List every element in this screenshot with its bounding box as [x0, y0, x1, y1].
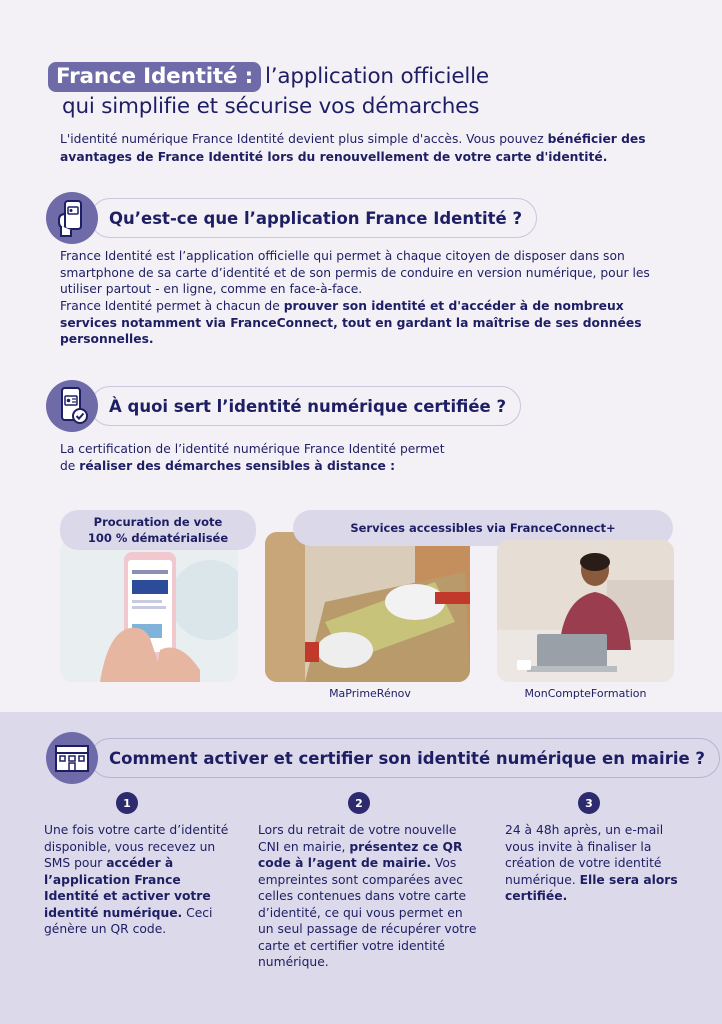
step-1-text-bold: accéder à l’application France Identité et activer votre identité numérique.	[44, 856, 211, 920]
vote-proxy-label	[60, 510, 256, 550]
title-badge: France Identité :	[48, 62, 261, 92]
moncompteformation-caption: MonCompteFormation	[524, 687, 647, 700]
step-2-text-part1: Lors du retrait de votre nouvelle CNI en mairie,	[258, 823, 457, 854]
step-1-text	[44, 822, 229, 938]
step-2-text	[258, 822, 480, 971]
title-line2: qui simplifie et sécurise vos démarches	[62, 94, 480, 119]
section-what-is-p2-bold: prouver son identité et d'accéder à de nombreux services notamment via FranceConnect, tout en gardant la maîtrise de ses données personnelles.	[60, 299, 642, 346]
step-3-text-part1: 24 à 48h après, un e-mail vous invite à finaliser la création de votre identité numérique.	[505, 823, 664, 887]
maprimerenov-caption: MaPrimeRénov	[329, 687, 411, 700]
franceconnect-services-label: Services accessibles via FranceConnect+	[293, 510, 673, 546]
section-certified-header	[46, 380, 516, 428]
title-line1: l’application officielle	[265, 64, 489, 89]
section-what-is-paragraph-2	[60, 298, 660, 348]
step-2-number: 2	[348, 792, 370, 814]
step-3-text	[505, 822, 695, 905]
section-what-is-paragraph-1: France Identité est l’application officielle qui permet à chaque citoyen de disposer dans son smartphone de sa carte d’identité et de son permis de conduire en version numérique, pour les utiliser partout - en ligne, comme en face-à-face.	[60, 249, 650, 296]
vote-proxy-photo	[60, 540, 238, 682]
intro-bold-text: bénéficier des avantages de France Identité lors du renouvellement de votre carte d'identité.	[60, 132, 646, 164]
vote-proxy-label-line1: Procuration de vote	[93, 515, 223, 529]
section-activate-heading: Comment activer et certifier son identité numérique en mairie ?	[90, 738, 720, 778]
step-1-text-part1: Une fois votre carte d’identité disponible, vous recevez un SMS pour	[44, 823, 229, 870]
step-1-number: 1	[116, 792, 138, 814]
step-2-text-part2: Vos empreintes sont comparées avec celles contenues dans votre carte d’identité, ce qui vous permet en un seul passage de récupérer votre carte et certifier votre identité numérique.	[258, 856, 477, 969]
step-3-number: 3	[578, 792, 600, 814]
section-what-is-p2-text: France Identité permet à chacun de	[60, 299, 284, 313]
step-3-text-bold: Elle sera alors certifiée.	[505, 872, 678, 903]
intro-text: L'identité numérique France Identité devient plus simple d'accès. Vous pouvez	[60, 132, 548, 146]
step-2-text-bold: présentez ce QR code à l’agent de mairie.	[258, 839, 463, 870]
page-title	[48, 62, 688, 122]
section-what-is-heading: Qu’est-ce que l’application France Identité ?	[90, 198, 537, 238]
section-certified-paragraph	[60, 441, 620, 474]
section-activate-header	[46, 732, 706, 780]
vote-proxy-label-line2: 100 % dématérialisée	[87, 531, 229, 545]
training-laptop-photo	[497, 540, 674, 682]
section-what-is-header	[46, 192, 523, 240]
section-certified-line1: La certification de l’identité numérique France Identité permet	[60, 442, 445, 456]
phone-id-hand-icon	[46, 192, 98, 244]
section-certified-line2-bold: réaliser des démarches sensibles à distance :	[79, 458, 396, 473]
town-hall-icon	[46, 732, 98, 784]
insulation-work-photo	[265, 532, 470, 682]
intro-paragraph	[60, 130, 680, 166]
certified-phone-icon	[46, 380, 98, 432]
section-certified-heading: À quoi sert l’identité numérique certifiée ?	[90, 386, 521, 426]
step-1-text-part2: Ceci génère un QR code.	[44, 905, 213, 936]
section-certified-line2-text: de	[60, 458, 80, 473]
